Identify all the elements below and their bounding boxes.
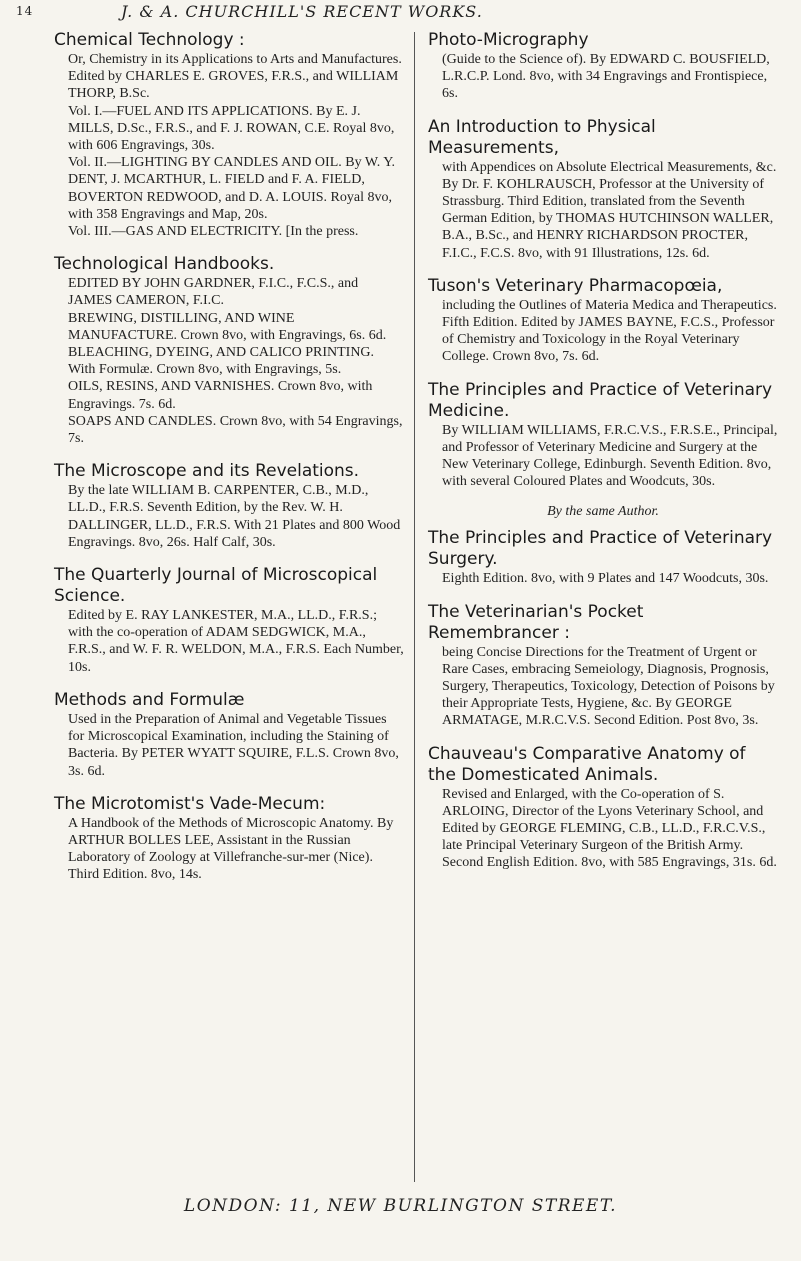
entry-note: By the same Author. <box>547 504 659 520</box>
description-line: Eighth Edition. 8vo, with 9 Plates and 147 Woodcuts, 30s. <box>442 571 769 587</box>
description-line: Vol. II.—LIGHTING BY CANDLES AND OIL. By W. Y. DENT, J. MCARTHUR, L. FIELD and F. A. FIELD, BOVERTON REDWOOD, and D. A. LOUIS. Royal 8vo, with 358 Engravings and Map, 20s. <box>68 155 396 222</box>
description-line: (Guide to the Science of). By EDWARD C. BOUSFIELD, L.R.C.P. Lond. 8vo, with 34 Engravings and Frontispiece, 6s. <box>442 52 770 102</box>
book-description <box>428 297 778 366</box>
column-divider <box>414 32 415 1182</box>
description-line: OILS, RESINS, AND VARNISHES. Crown 8vo, with Engravings. 7s. 6d. <box>68 379 373 412</box>
right-column <box>428 30 778 886</box>
book-entry <box>428 744 778 872</box>
page-header <box>16 0 786 30</box>
book-title: The Quarterly Journal of Microscopical Science. <box>54 565 378 607</box>
book-title: The Microscope and its Revelations. <box>54 461 360 482</box>
description-line: By the late WILLIAM B. CARPENTER, C.B., M.D., LL.D., F.R.S. Seventh Edition, by the Rev. W. H. DALLINGER, LL.D., F.R.S. With 21 Plates and 800 Wood Engravings. 8vo, 26s. Half Calf, 30s. <box>68 483 401 550</box>
description-line: BREWING, DISTILLING, AND WINE MANUFACTURE. Crown 8vo, with Engravings, 6s. 6d. <box>68 310 387 343</box>
description-line: A Handbook of the Methods of Microscopic Anatomy. By ARTHUR BOLLES LEE, Assistant in the Russian Laboratory of Zoology at Villefranche-sur-mer (Nice). Third Edition. 8vo, 14s. <box>68 815 394 883</box>
description-line: Vol. I.—FUEL AND ITS APPLICATIONS. By E. J. MILLS, D.Sc., F.R.S., and F. J. ROWAN, C.E. Royal 8vo, with 606 Engravings, 30s. <box>68 103 395 154</box>
book-entry <box>428 30 778 103</box>
book-entry <box>428 602 778 730</box>
description-line: including the Outlines of Materia Medica and Therapeutics. Fifth Edition. Edited by JAMES BAYNE, F.C.S., Professor of Chemistry and Toxicology in the Royal Veterinary College. Crown 8vo, 7s. 6d. <box>442 297 777 365</box>
book-title: Technological Handbooks. <box>54 254 275 275</box>
description-line: Revised and Enlarged, with the Co-operation of S. ARLOING, Director of the Lyons Veterinary School, and Edited by GEORGE FLEMING, C.B., LL.D., F.R.C.V.S., late Principal Veterinary Surgeon of the British Army. Second English Edition. 8vo, with 585 Engravings, 31s. 6d. <box>442 786 777 871</box>
description-line: Or, Chemistry in its Applications to Arts and Manufactures. Edited by CHARLES E. GROVES, F.R.S., and WILLIAM THORP, B.Sc. <box>68 52 402 102</box>
book-entry <box>54 254 404 447</box>
book-description <box>428 51 778 103</box>
description-line: with Appendices on Absolute Electrical Measurements, &c. By Dr. F. KOHLRAUSCH, Professor at the University of Strassburg. Third Edition, translated from the Seventh German Edition, by THOMAS HUTCHINSON WALLER, B.A., B.Sc., and HENRY RICHARDSON PROCTER, F.I.C., F.C.S. 8vo, with 91 Illustrations, 12s. 6d. <box>442 159 777 261</box>
book-title: The Principles and Practice of Veterinary Medicine. <box>428 379 773 421</box>
book-description <box>428 644 778 730</box>
page-number: 14 <box>16 4 34 18</box>
left-column <box>54 30 404 898</box>
book-title: Photo-Micrography <box>428 30 589 50</box>
book-description <box>54 815 404 884</box>
book-title: The Principles and Practice of Veterinary Surgery. <box>428 528 773 570</box>
book-description <box>54 275 404 447</box>
book-description <box>428 422 778 491</box>
description-line: Vol. III.—GAS AND ELECTRICITY. [In the press. <box>68 224 359 240</box>
book-title: Chemical Technology : <box>54 30 245 50</box>
book-title: An Introduction to Physical Measurements, <box>428 116 656 158</box>
book-description <box>428 159 778 262</box>
book-entry <box>54 690 404 780</box>
book-entry <box>54 30 404 240</box>
book-description <box>428 786 778 872</box>
book-title: Tuson's Veterinary Pharmacopœia, <box>428 275 723 296</box>
book-description <box>54 51 404 240</box>
book-title: Chauveau's Comparative Anatomy of the Domesticated Animals. <box>428 743 746 785</box>
book-title: The Microtomist's Vade-Mecum: <box>54 793 326 814</box>
description-line: By WILLIAM WILLIAMS, F.R.C.V.S., F.R.S.E., Principal, and Professor of Veterinary Medicine and Surgery at the New Veterinary College, Edinburgh. Seventh Edition. 8vo, with several Coloured Plates and Woodcuts, 30s. <box>442 422 778 490</box>
book-entry <box>428 117 778 262</box>
description-line: SOAPS AND CANDLES. Crown 8vo, with 54 Engravings, 7s. <box>68 413 403 447</box>
book-description <box>54 711 404 780</box>
book-entry <box>54 565 404 676</box>
book-description <box>54 607 404 676</box>
book-title: Methods and Formulæ <box>54 689 245 710</box>
book-entry <box>428 380 778 491</box>
running-title: J. & A. CHURCHILL'S RECENT WORKS. <box>121 2 483 21</box>
book-entry <box>428 528 778 587</box>
book-entry <box>428 276 778 366</box>
description-line: EDITED BY JOHN GARDNER, F.I.C., F.C.S., and JAMES CAMERON, F.I.C. <box>68 276 359 309</box>
description-line: BLEACHING, DYEING, AND CALICO PRINTING. With Formulæ. Crown 8vo, with Engravings, 5s. <box>68 345 375 378</box>
description-line: Edited by E. RAY LANKESTER, M.A., LL.D., F.R.S.; with the co-operation of ADAM SEDGWICK, M.A., F.R.S., and W. F. R. WELDON, M.A., F.R.S. Each Number, 10s. <box>68 608 404 675</box>
description-line: being Concise Directions for the Treatment of Urgent or Rare Cases, embracing Semeiology, Diagnosis, Prognosis, Surgery, Therapeutics, Toxicology, Detection of Poisons by their Appropriate Tests, Hygiene, &c. By GEORGE ARMATAGE, M.R.C.V.S. Second Edition. Post 8vo, 3s. <box>442 644 775 729</box>
book-entry <box>54 794 404 884</box>
publisher-address: LONDON: 11, NEW BURLINGTON STREET. <box>183 1196 618 1216</box>
book-description <box>54 482 404 551</box>
book-description <box>428 570 778 587</box>
book-title: The Veterinarian's Pocket Remembrancer : <box>428 601 644 643</box>
book-entry <box>54 461 404 551</box>
description-line: Used in the Preparation of Animal and Vegetable Tissues for Microscopical Examination, including the Staining of Bacteria. By PETER WYATT SQUIRE, F.L.S. Crown 8vo, 3s. 6d. <box>68 711 399 779</box>
